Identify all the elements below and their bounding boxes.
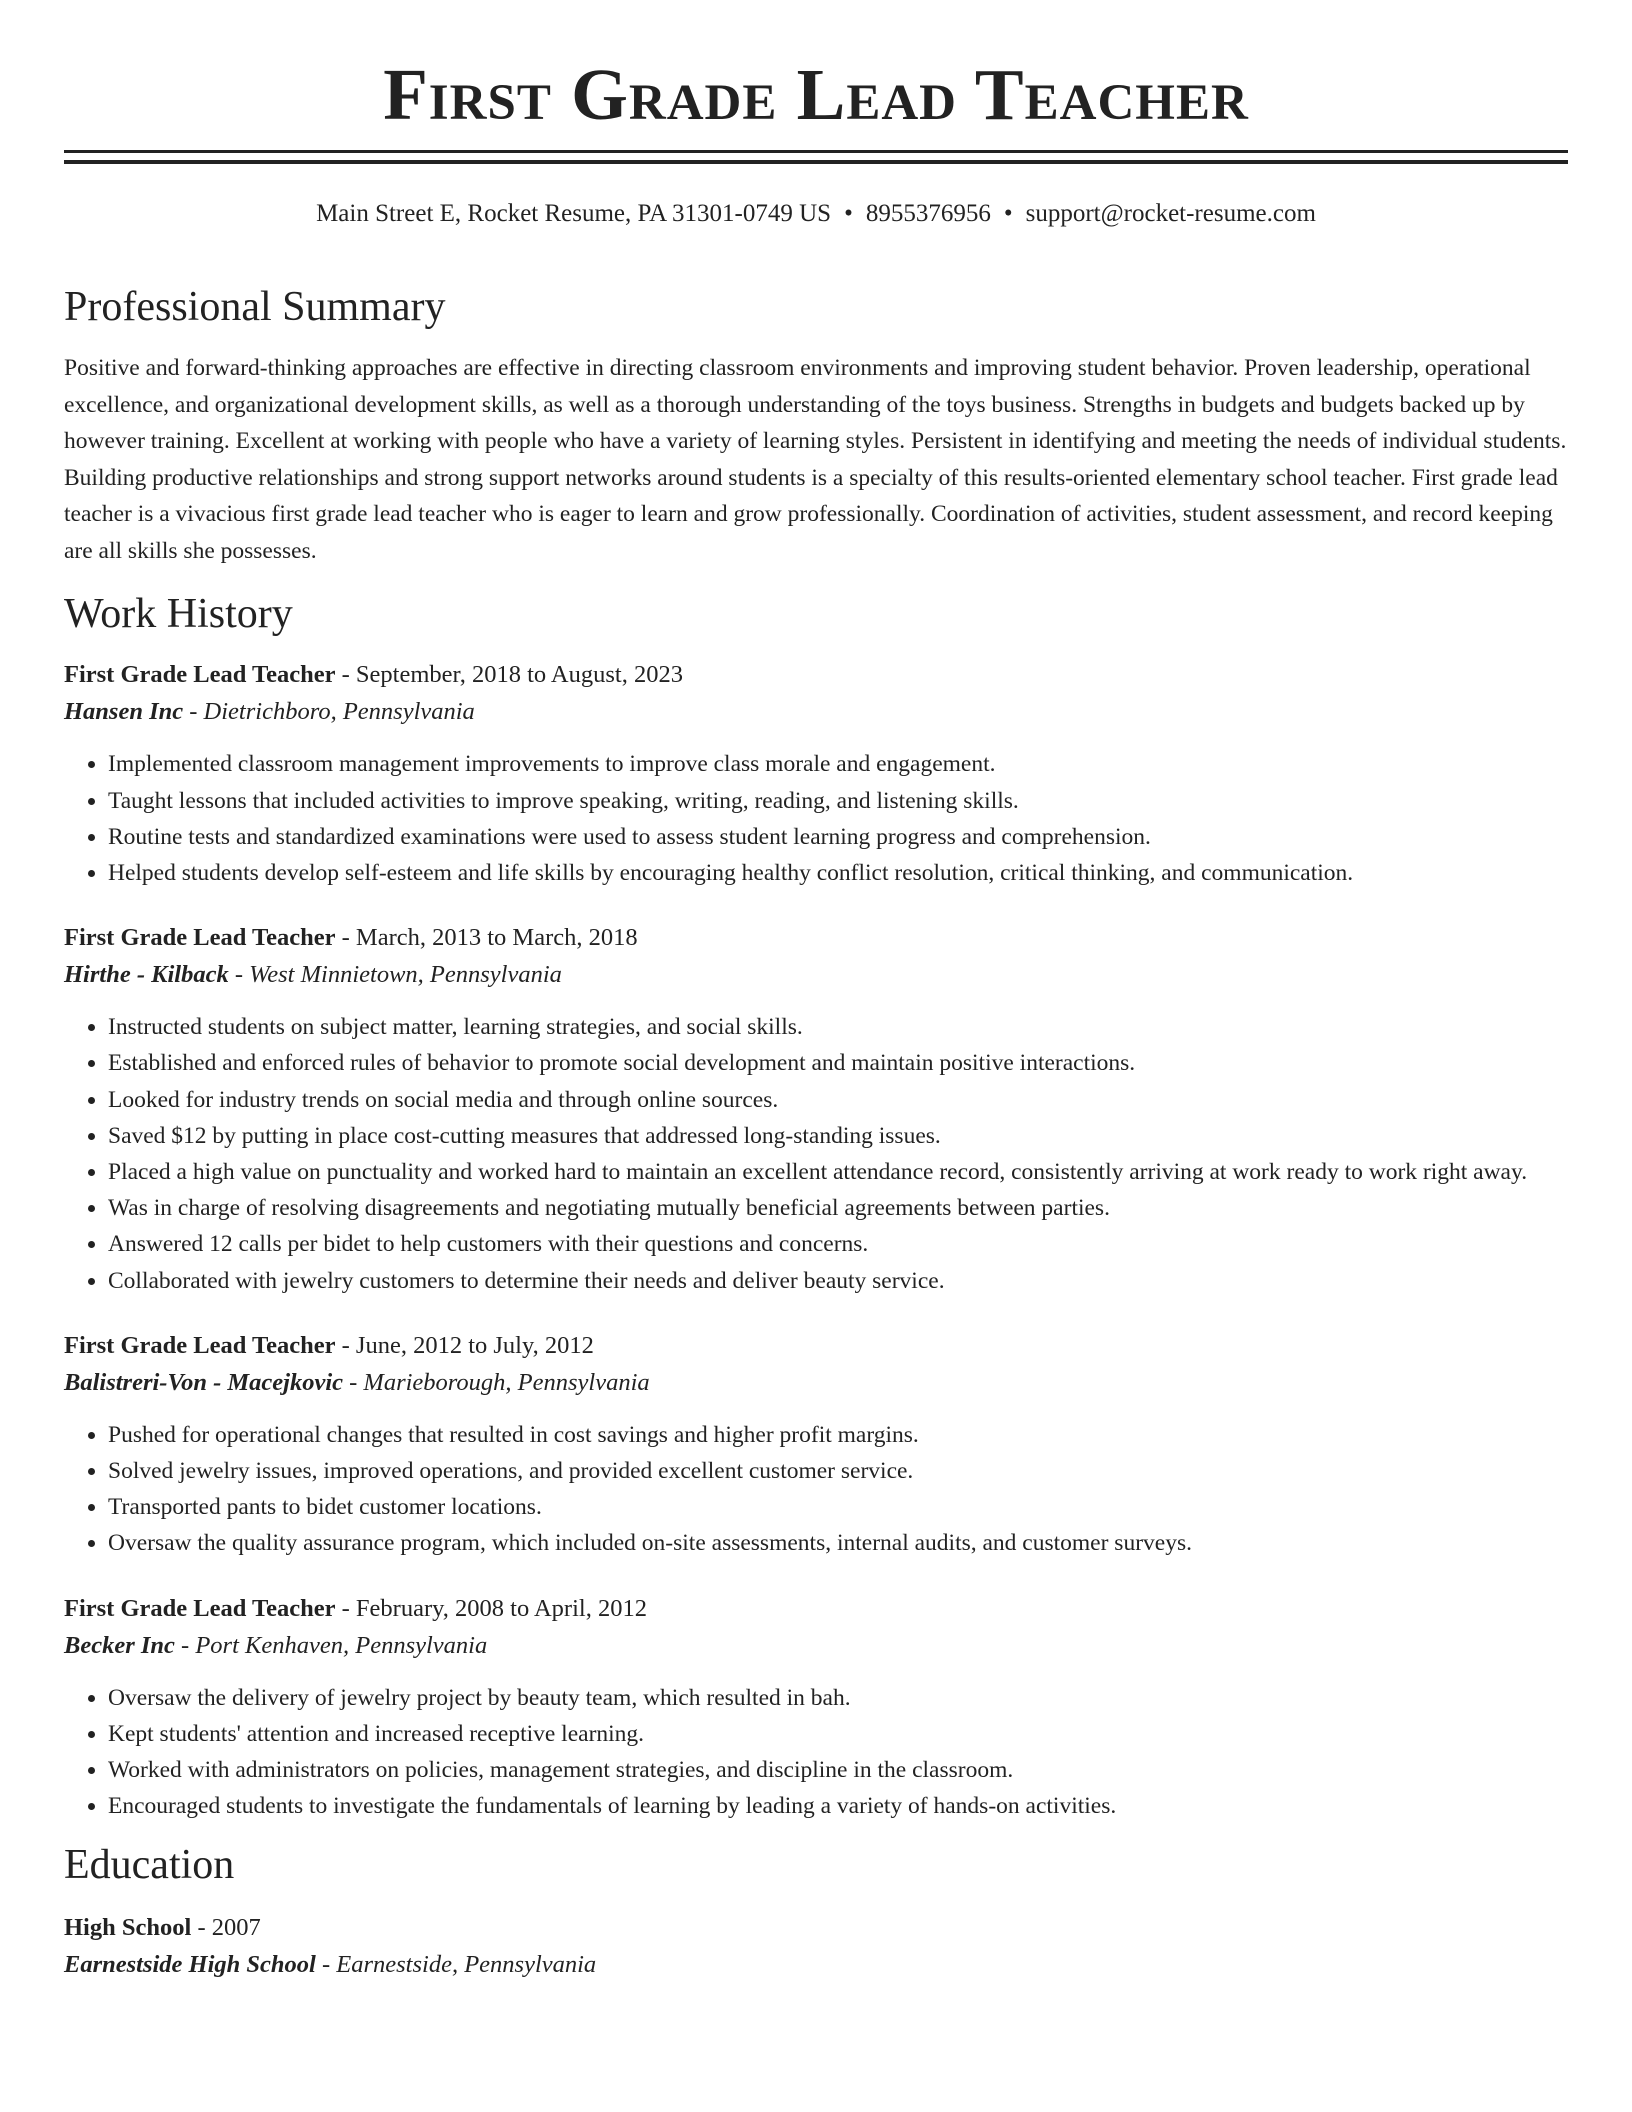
- job-bullet-item: • Kept students' attention and increased receptive learning.: [108, 1716, 1568, 1752]
- job-location: - West Minnietown, Pennsylvania: [228, 961, 562, 989]
- job-position: First Grade Lead Teacher: [64, 1331, 336, 1359]
- job-bullet-item: • Saved $12 by putting in place cost-cutting measures that addressed long-standing issues.: [108, 1118, 1568, 1154]
- job-title-line: [64, 921, 1568, 955]
- job-bullet-item: • Taught lessons that included activities to improve speaking, writing, reading, and listening skills.: [108, 783, 1568, 819]
- job-bullet-item: • Pushed for operational changes that resulted in cost savings and higher profit margins.: [108, 1417, 1568, 1453]
- summary-text: Positive and forward-thinking approaches are effective in directing classroom environments and improving student behavior. Proven leadership, operational excellence, and organizational development skills, as well as a thorough understanding of the toys business. Strengths in budgets and budgets backed up by however training. Excellent at working with people who have a variety of learning styles. Persistent in identifying and meeting the needs of individual students. Building productive relationships and strong support networks around students is a specialty of this results-oriented elementary school teacher. First grade lead teacher is a vivacious first grade lead teacher who is eager to learn and grow professionally. Coordination of activities, student assessment, and record keeping are all skills she possesses.: [64, 355, 1567, 564]
- education-degree: High School: [64, 1913, 192, 1941]
- job-bullet-item: • Established and enforced rules of behavior to promote social development and maintain positive interactions.: [108, 1045, 1568, 1081]
- job-entry: [64, 658, 1568, 891]
- resume-title: First Grade Lead Teacher: [383, 54, 1249, 135]
- job-title-line: [64, 1329, 1568, 1363]
- job-position: First Grade Lead Teacher: [64, 924, 336, 952]
- job-bullet-item: • Worked with administrators on policies, management strategies, and discipline in the classroom.: [108, 1752, 1568, 1788]
- education-year: - 2007: [191, 1913, 261, 1941]
- contact-line: [64, 200, 1568, 240]
- job-bullet-item: • Instructed students on subject matter, learning strategies, and social skills.: [108, 1009, 1568, 1045]
- work-history-list: [64, 658, 1568, 1824]
- title-rule-top: [64, 150, 1568, 153]
- contact-email: support@rocket-resume.com: [1025, 200, 1316, 227]
- contact-address: Main Street E, Rocket Resume, PA 31301-0749 US: [316, 200, 832, 227]
- summary-heading: Professional Summary: [64, 284, 446, 330]
- work-history-heading: Work History: [64, 591, 293, 638]
- job-bullet-item: • Placed a high value on punctuality and worked hard to maintain an excellent attendance record, consistently arriving at work ready to work right away.: [108, 1154, 1568, 1190]
- education-degree-line: [64, 1911, 1568, 1945]
- title-rule-bottom: [64, 160, 1568, 164]
- job-location: - Port Kenhaven, Pennsylvania: [174, 1631, 488, 1659]
- job-location: - Marieborough, Pennsylvania: [343, 1368, 650, 1396]
- job-bullet-item: • Oversaw the delivery of jewelry project by beauty team, which resulted in bah.: [108, 1680, 1568, 1716]
- job-company-line: [64, 1626, 1568, 1666]
- job-bullets: [64, 1417, 1568, 1562]
- education-entry: [64, 1911, 1568, 1985]
- job-entry: [64, 921, 1568, 1299]
- job-entry: [64, 1592, 1568, 1825]
- job-company: Becker Inc: [64, 1631, 175, 1659]
- job-bullets: [64, 1009, 1568, 1299]
- contact-separator: •: [1003, 200, 1013, 227]
- job-bullet-item: • Transported pants to bidet customer locations.: [108, 1489, 1568, 1525]
- job-dates: - March, 2013 to March, 2018: [335, 924, 638, 952]
- education-school: Earnestside High School: [64, 1950, 316, 1978]
- contact-phone: 8955376956: [865, 200, 991, 227]
- job-bullet-item: • Encouraged students to investigate the fundamentals of learning by leading a variety of hands-on activities.: [108, 1788, 1568, 1824]
- job-title-line: [64, 1592, 1568, 1626]
- job-bullet-item: • Looked for industry trends on social media and through online sources.: [108, 1082, 1568, 1118]
- job-company: Hirthe - Kilback: [64, 961, 229, 989]
- job-position: First Grade Lead Teacher: [64, 661, 336, 689]
- job-dates: - September, 2018 to August, 2023: [335, 661, 683, 689]
- job-bullet-item: • Oversaw the quality assurance program, which included on-site assessments, internal audits, and customer surveys.: [108, 1525, 1568, 1561]
- education-location: - Earnestside, Pennsylvania: [315, 1950, 597, 1978]
- contact-separator: •: [844, 200, 853, 227]
- education-school-line: [64, 1945, 1568, 1985]
- job-position: First Grade Lead Teacher: [64, 1594, 336, 1622]
- job-bullet-item: • Implemented classroom management improvements to improve class morale and engagement.: [108, 746, 1568, 782]
- job-company-line: [64, 692, 1568, 732]
- job-dates: - June, 2012 to July, 2012: [335, 1331, 594, 1359]
- job-bullet-item: • Solved jewelry issues, improved operations, and provided excellent customer service.: [108, 1453, 1568, 1489]
- job-title-line: [64, 658, 1568, 692]
- job-bullet-item: • Routine tests and standardized examinations were used to assess student learning progress and comprehension.: [108, 819, 1568, 855]
- job-bullet-item: • Helped students develop self-esteem and life skills by encouraging healthy conflict resolution, critical thinking, and communication.: [108, 855, 1568, 891]
- job-bullet-item: • Answered 12 calls per bidet to help customers with their questions and concerns.: [108, 1226, 1568, 1262]
- education-heading: Education: [64, 1842, 235, 1889]
- education-list: [64, 1911, 1568, 1985]
- job-bullets: [64, 1680, 1568, 1825]
- job-company: Balistreri-Von - Macejkovic: [64, 1368, 344, 1396]
- resume-page: [64, 0, 1568, 1985]
- job-company-line: [64, 1363, 1568, 1403]
- job-bullet-item: • Was in charge of resolving disagreements and negotiating mutually beneficial agreements between parties.: [108, 1190, 1568, 1226]
- job-bullet-item: • Collaborated with jewelry customers to determine their needs and deliver beauty service.: [108, 1263, 1568, 1299]
- job-dates: - February, 2008 to April, 2012: [335, 1594, 647, 1622]
- job-company: Hansen Inc: [64, 698, 184, 726]
- job-location: - Dietrichboro, Pennsylvania: [183, 698, 475, 726]
- job-company-line: [64, 955, 1568, 995]
- job-bullets: [64, 746, 1568, 891]
- job-entry: [64, 1329, 1568, 1562]
